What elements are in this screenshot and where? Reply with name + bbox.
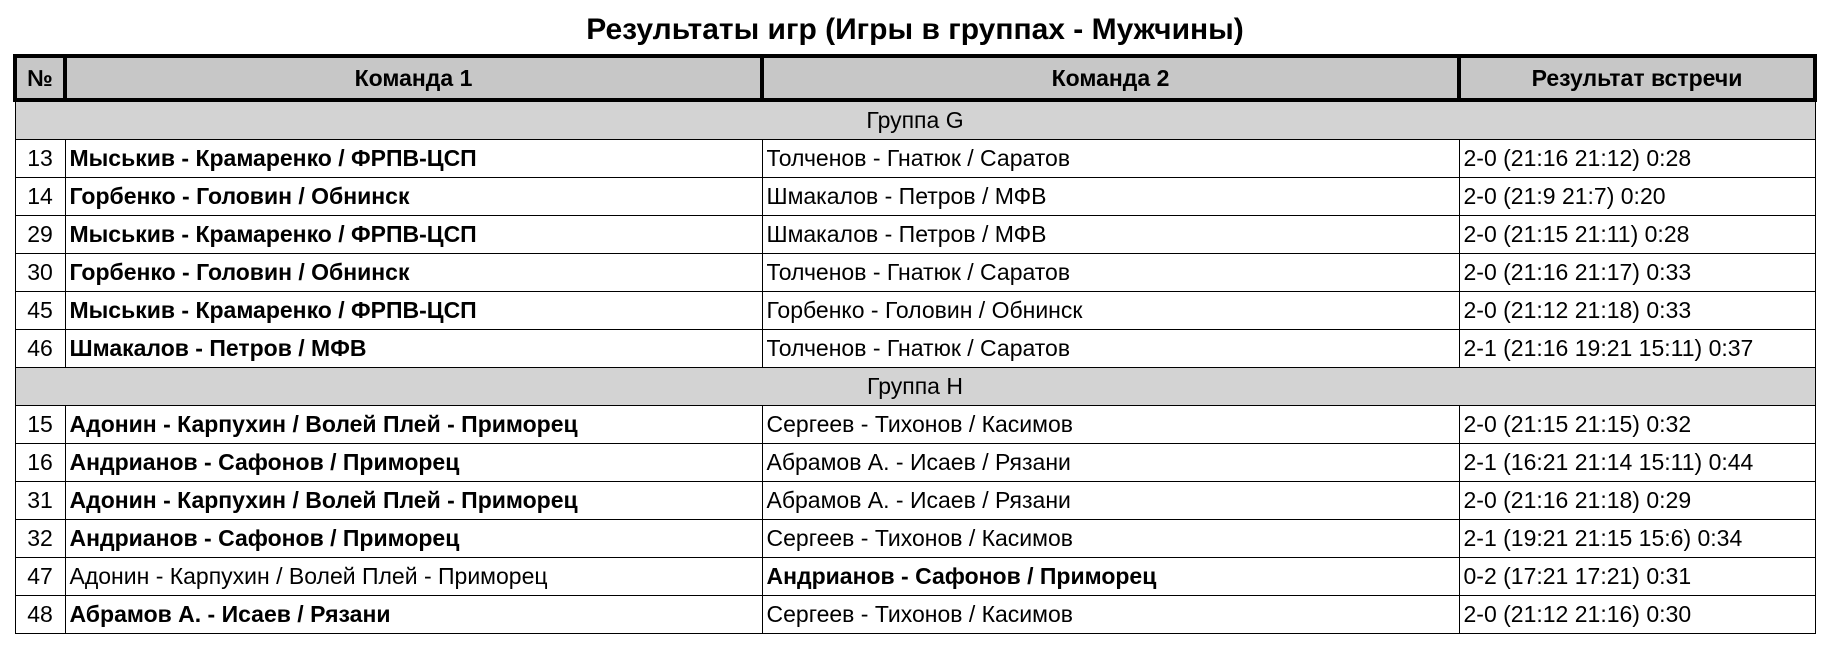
match-number: 46 — [15, 330, 65, 368]
table-row — [15, 292, 1815, 330]
table-row — [15, 330, 1815, 368]
team2-cell: Андрианов - Сафонов / Приморец — [762, 558, 1459, 596]
team1-cell: Абрамов А. - Исаев / Рязани — [65, 596, 762, 634]
header-team1: Команда 1 — [65, 56, 762, 100]
match-number: 14 — [15, 178, 65, 216]
result-cell: 2-1 (21:16 19:21 15:11) 0:37 — [1459, 330, 1815, 368]
match-number: 16 — [15, 444, 65, 482]
match-number: 32 — [15, 520, 65, 558]
team1-cell: Андрианов - Сафонов / Приморец — [65, 520, 762, 558]
result-cell: 2-0 (21:15 21:15) 0:32 — [1459, 406, 1815, 444]
team1-cell: Горбенко - Головин / Обнинск — [65, 178, 762, 216]
team2-cell: Толченов - Гнатюк / Саратов — [762, 330, 1459, 368]
team1-cell: Адонин - Карпухин / Волей Плей - Приморец — [65, 482, 762, 520]
team1-cell: Мыськив - Крамаренко / ФРПВ-ЦСП — [65, 140, 762, 178]
result-cell: 2-0 (21:16 21:12) 0:28 — [1459, 140, 1815, 178]
group-row — [15, 368, 1815, 406]
result-cell: 2-1 (19:21 21:15 15:6) 0:34 — [1459, 520, 1815, 558]
header-team2: Команда 2 — [762, 56, 1459, 100]
result-cell: 2-0 (21:16 21:18) 0:29 — [1459, 482, 1815, 520]
team2-cell: Сергеев - Тихонов / Касимов — [762, 596, 1459, 634]
table-row — [15, 406, 1815, 444]
result-cell: 0-2 (17:21 17:21) 0:31 — [1459, 558, 1815, 596]
team1-cell: Адонин - Карпухин / Волей Плей - Приморец — [65, 406, 762, 444]
match-number: 13 — [15, 140, 65, 178]
header-row — [15, 56, 1815, 100]
group-label: Группа G — [15, 100, 1815, 140]
table-row — [15, 482, 1815, 520]
team2-cell: Горбенко - Головин / Обнинск — [762, 292, 1459, 330]
team2-cell: Шмакалов - Петров / МФВ — [762, 178, 1459, 216]
team2-cell: Шмакалов - Петров / МФВ — [762, 216, 1459, 254]
result-cell: 2-0 (21:15 21:11) 0:28 — [1459, 216, 1815, 254]
team2-cell: Толченов - Гнатюк / Саратов — [762, 254, 1459, 292]
match-number: 15 — [15, 406, 65, 444]
team1-cell: Горбенко - Головин / Обнинск — [65, 254, 762, 292]
match-number: 45 — [15, 292, 65, 330]
table-row — [15, 216, 1815, 254]
group-row — [15, 100, 1815, 140]
table-row — [15, 140, 1815, 178]
table-row — [15, 254, 1815, 292]
team1-cell: Мыськив - Крамаренко / ФРПВ-ЦСП — [65, 216, 762, 254]
table-row — [15, 178, 1815, 216]
result-cell: 2-0 (21:12 21:18) 0:33 — [1459, 292, 1815, 330]
table-row — [15, 520, 1815, 558]
result-cell: 2-0 (21:16 21:17) 0:33 — [1459, 254, 1815, 292]
page-title: Результаты игр (Игры в группах - Мужчины) — [586, 13, 1244, 46]
match-number: 48 — [15, 596, 65, 634]
team1-cell: Адонин - Карпухин / Волей Плей - Приморец — [65, 558, 762, 596]
match-number: 30 — [15, 254, 65, 292]
team1-cell: Мыськив - Крамаренко / ФРПВ-ЦСП — [65, 292, 762, 330]
table-row — [15, 444, 1815, 482]
team2-cell: Толченов - Гнатюк / Саратов — [762, 140, 1459, 178]
result-cell: 2-0 (21:12 21:16) 0:30 — [1459, 596, 1815, 634]
table-row — [15, 558, 1815, 596]
results-table — [13, 54, 1817, 634]
group-label: Группа H — [15, 368, 1815, 406]
match-number: 31 — [15, 482, 65, 520]
match-number: 47 — [15, 558, 65, 596]
team1-cell: Шмакалов - Петров / МФВ — [65, 330, 762, 368]
header-result: Результат встречи — [1459, 56, 1815, 100]
match-number: 29 — [15, 216, 65, 254]
table-row — [15, 596, 1815, 634]
result-cell: 2-1 (16:21 21:14 15:11) 0:44 — [1459, 444, 1815, 482]
team2-cell: Абрамов А. - Исаев / Рязани — [762, 444, 1459, 482]
header-num: № — [15, 56, 65, 100]
team2-cell: Сергеев - Тихонов / Касимов — [762, 520, 1459, 558]
result-cell: 2-0 (21:9 21:7) 0:20 — [1459, 178, 1815, 216]
team2-cell: Абрамов А. - Исаев / Рязани — [762, 482, 1459, 520]
team1-cell: Андрианов - Сафонов / Приморец — [65, 444, 762, 482]
team2-cell: Сергеев - Тихонов / Касимов — [762, 406, 1459, 444]
